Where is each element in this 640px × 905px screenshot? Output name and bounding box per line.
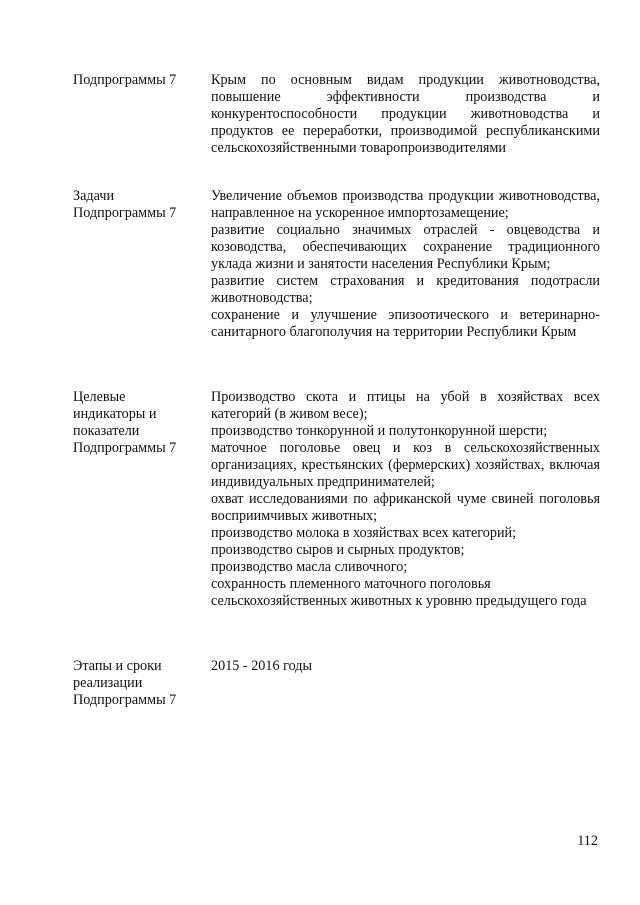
label-line: Подпрограммы 7 xyxy=(73,205,177,221)
page-number: 112 xyxy=(577,833,598,849)
label-line: индикаторы и xyxy=(73,406,157,422)
label-line: Подпрограммы 7 xyxy=(73,692,177,708)
content-paragraph: производство молока в хозяйствах всех категорий; xyxy=(211,525,517,541)
section-goal xyxy=(73,72,600,157)
section-tasks xyxy=(73,188,600,341)
label-line: показатели xyxy=(73,423,140,439)
section-indicators xyxy=(73,389,600,610)
section-content xyxy=(211,389,600,610)
content-paragraph: Производство скота и птицы на убой в хозяйствах всех категорий (в живом весе); xyxy=(211,389,600,422)
content-paragraph: развитие социально значимых отраслей - овцеводства и козоводства, обеспечивающих сохранение традиционного уклада жизни и занятости населения Республики Крым; xyxy=(211,222,600,272)
section-content xyxy=(211,72,600,157)
content-paragraph: производство сыров и сырных продуктов; xyxy=(211,542,465,558)
section-content xyxy=(211,658,600,709)
content-paragraph: 2015 - 2016 годы xyxy=(211,658,313,674)
content-paragraph: производство масла сливочного; xyxy=(211,559,408,575)
label-line: Целевые xyxy=(73,389,126,405)
content-paragraph: Крым по основным видам продукции животноводства, повышение эффективности производства и конкурентоспособности продукции животноводства и продуктов ее переработки, производимой республиканскими сельскохозяйственными товаропроизводителями xyxy=(211,72,600,156)
content-paragraph: маточное поголовье овец и коз в сельскохозяйственных организациях, крестьянских (фермерских) хозяйствах, включая индивидуальных предпринимателей; xyxy=(211,440,600,490)
content-paragraph: производство тонкорунной и полутонкорунной шерсти; xyxy=(211,423,548,439)
section-content xyxy=(211,188,600,341)
section-label xyxy=(73,389,211,610)
label-line: Подпрограммы 7 xyxy=(73,72,177,88)
content-paragraph: сохранность племенного маточного поголовья сельскохозяйственных животных к уровню предыдущего года xyxy=(211,576,587,609)
section-stages xyxy=(73,658,600,709)
section-label xyxy=(73,188,211,341)
label-line: Этапы и сроки xyxy=(73,658,162,674)
label-line: реализации xyxy=(73,675,143,691)
section-label xyxy=(73,72,211,157)
content-paragraph: охват исследованиями по африканской чуме свиней поголовья восприимчивых животных; xyxy=(211,491,600,524)
label-line: Подпрограммы 7 xyxy=(73,440,177,456)
label-line: Задачи xyxy=(73,188,115,204)
section-label xyxy=(73,658,211,709)
content-paragraph: Увеличение объемов производства продукции животноводства, направленное на ускоренное импортозамещение; xyxy=(211,188,600,221)
content-paragraph: сохранение и улучшение эпизоотического и ветеринарно-санитарного благополучия на территории Республики Крым xyxy=(211,307,600,340)
content-paragraph: развитие систем страхования и кредитования подотрасли животноводства; xyxy=(211,273,600,306)
